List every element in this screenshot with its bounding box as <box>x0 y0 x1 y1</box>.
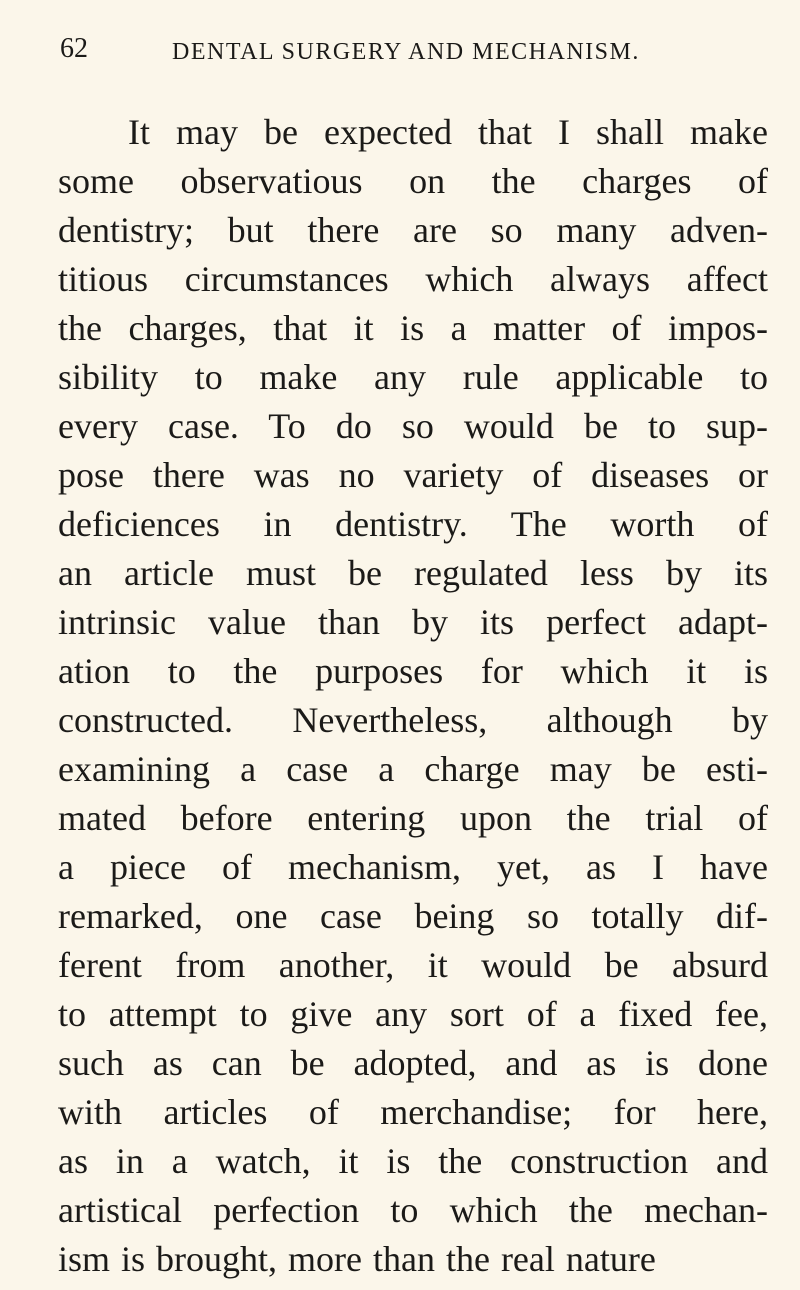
text-line: intrinsic value than by its perfect adapt- <box>58 602 768 642</box>
text-line: such as can be adopted, and as is done <box>58 1043 768 1083</box>
text-line: every case. To do so would be to sup- <box>58 406 768 446</box>
text-line: ation to the purposes for which it is <box>58 651 768 691</box>
text-line: remarked, one case being so totally dif- <box>58 896 768 936</box>
text-line: titious circumstances which always affect <box>58 259 768 299</box>
text-line: dentistry; but there are so many adven- <box>58 210 768 250</box>
text-line: constructed. Nevertheless, although by <box>58 700 768 740</box>
text-line: an article must be regulated less by its <box>58 553 768 593</box>
text-line: It may be expected that I shall make <box>128 112 768 152</box>
text-line: mated before entering upon the trial of <box>58 798 768 838</box>
page-number: 62 <box>60 33 88 64</box>
text-line: ism is brought, more than the real nature <box>58 1239 656 1279</box>
text-line: as in a watch, it is the construction and <box>58 1141 768 1181</box>
page-header <box>60 34 760 68</box>
text-line: artistical perfection to which the mechan- <box>58 1190 768 1230</box>
body-paragraph <box>58 108 768 1284</box>
text-line: with articles of merchandise; for here, <box>58 1092 768 1132</box>
text-line: the charges, that it is a matter of impos- <box>58 308 768 348</box>
text-line: a piece of mechanism, yet, as I have <box>58 847 768 887</box>
text-line: sibility to make any rule applicable to <box>58 357 768 397</box>
text-line: pose there was no variety of diseases or <box>58 455 768 495</box>
text-line: examining a case a charge may be esti- <box>58 749 768 789</box>
text-line: deficiences in dentistry. The worth of <box>58 504 768 544</box>
text-line: ferent from another, it would be absurd <box>58 945 768 985</box>
text-line: some observatious on the charges of <box>58 161 768 201</box>
text-line: to attempt to give any sort of a fixed fee, <box>58 994 768 1034</box>
running-title: DENTAL SURGERY AND MECHANISM. <box>172 39 640 65</box>
